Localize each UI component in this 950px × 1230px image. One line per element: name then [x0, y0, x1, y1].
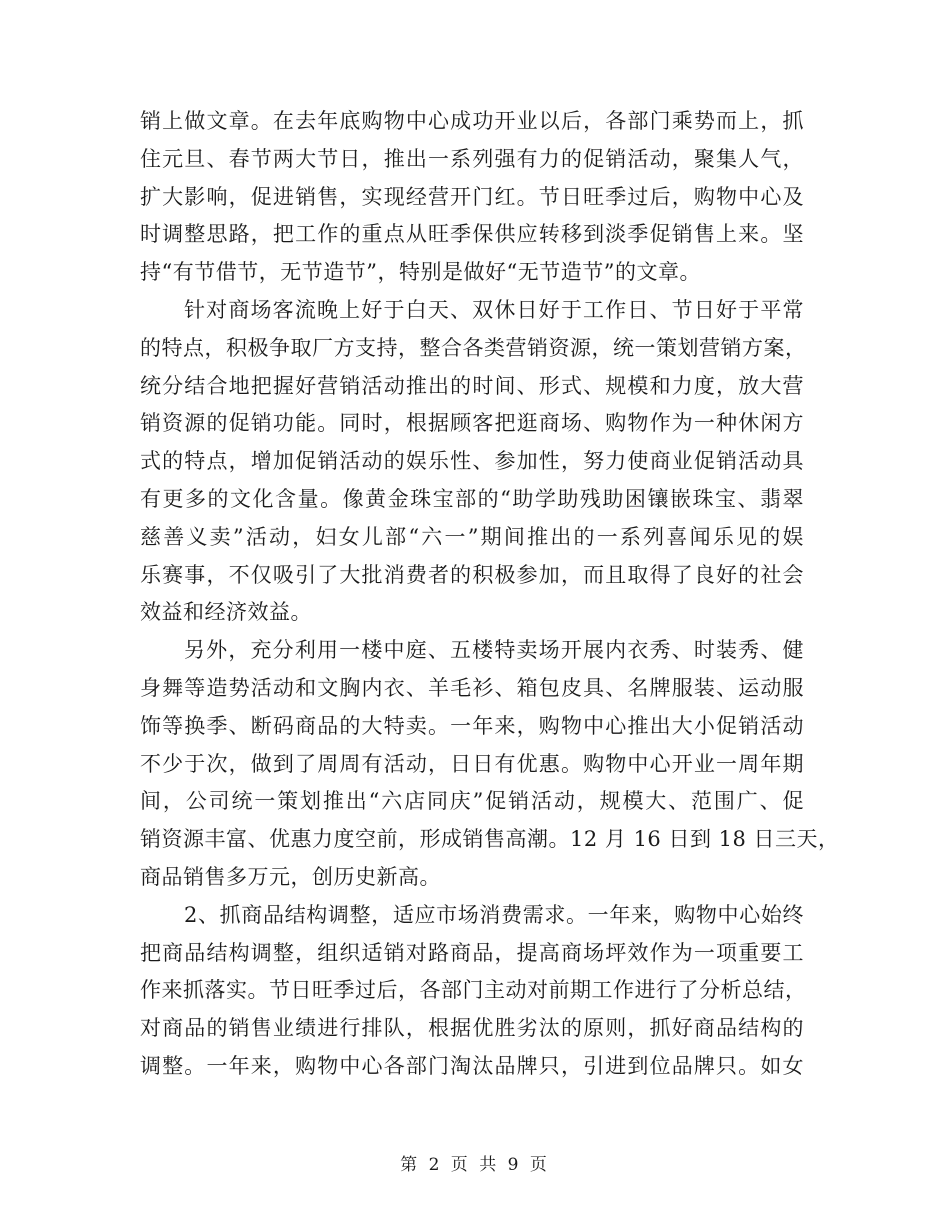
- text-line: 对商品的销售业绩进行排队，根据优胜劣汰的原则，抓好商品结构的: [140, 1016, 804, 1041]
- text-line: 另外，充分利用一楼中庭、五楼特卖场开展内衣秀、时装秀、健: [184, 638, 804, 663]
- text-line: 销上做文章。在去年底购物中心成功开业以后，各部门乘势而上，抓: [140, 109, 804, 133]
- text-line: 持“有节借节，无节造节”，特别是做好“无节造节”的文章。: [140, 260, 701, 285]
- text-line: 销资源的促销功能。同时，根据顾客把逛商场、购物作为一种休闲方: [140, 411, 804, 436]
- text-line: 调整。一年来，购物中心各部门淘汰品牌只，引进到位品牌只。如女: [140, 1053, 804, 1078]
- text-line: 统分结合地把握好营销活动推出的时间、形式、规模和力度，放大营: [140, 373, 804, 398]
- text-line: 间，公司统一策划推出“六店同庆”促销活动，规模大、范围广、促: [140, 789, 804, 814]
- text-line: 把商品结构调整，组织适销对路商品，提高商场坪效作为一项重要工: [140, 940, 804, 965]
- text-line: 时调整思路，把工作的重点从旺季保供应转移到淡季促销售上来。坚: [140, 222, 804, 247]
- text-line: 身舞等造势活动和文胸内衣、羊毛衫、箱包皮具、名牌服装、运动服: [140, 675, 804, 700]
- text-line: 乐赛事，不仅吸引了大批消费者的积极参加，而且取得了良好的社会: [140, 562, 804, 587]
- text-line: 销资源丰富、优惠力度空前，形成销售高潮。12 月 16 日到 18 日三天，: [140, 827, 840, 852]
- text-line: 慈善义卖”活动，妇女儿部“六一”期间推出的一系列喜闻乐见的娱: [140, 524, 804, 549]
- text-line: 针对商场客流晚上好于白天、双休日好于工作日、节日好于平常: [184, 297, 804, 322]
- text-line: 的特点，积极争取厂方支持，整合各类营销资源，统一策划营销方案，: [140, 335, 807, 360]
- text-line: 2、抓商品结构调整，适应市场消费需求。一年来，购物中心始终: [184, 902, 804, 927]
- page-number-footer: 第 2 页 共 9 页: [400, 1155, 550, 1175]
- text-line: 扩大影响，促进销售，实现经营开门红。节日旺季过后，购物中心及: [140, 184, 804, 209]
- text-line: 有更多的文化含量。像黄金珠宝部的“助学助残助困镶嵌珠宝、翡翠: [140, 486, 804, 511]
- text-line: 作来抓落实。节日旺季过后，各部门主动对前期工作进行了分析总结，: [140, 978, 807, 1003]
- text-line: 不少于次，做到了周周有活动，日日有优惠。购物中心开业一周年期: [140, 751, 804, 776]
- text-line: 商品销售多万元，创历史新高。: [140, 864, 441, 889]
- document-body: [140, 103, 840, 1086]
- text-line: 饰等换季、断码商品的大特卖。一年来，购物中心推出大小促销活动: [140, 713, 804, 738]
- text-line: 式的特点，增加促销活动的娱乐性、参加性，努力使商业促销活动具: [140, 449, 804, 474]
- text-line: 效益和经济效益。: [140, 600, 312, 625]
- text-line: 住元旦、春节两大节日，推出一系列强有力的促销活动，聚集人气，: [140, 146, 804, 171]
